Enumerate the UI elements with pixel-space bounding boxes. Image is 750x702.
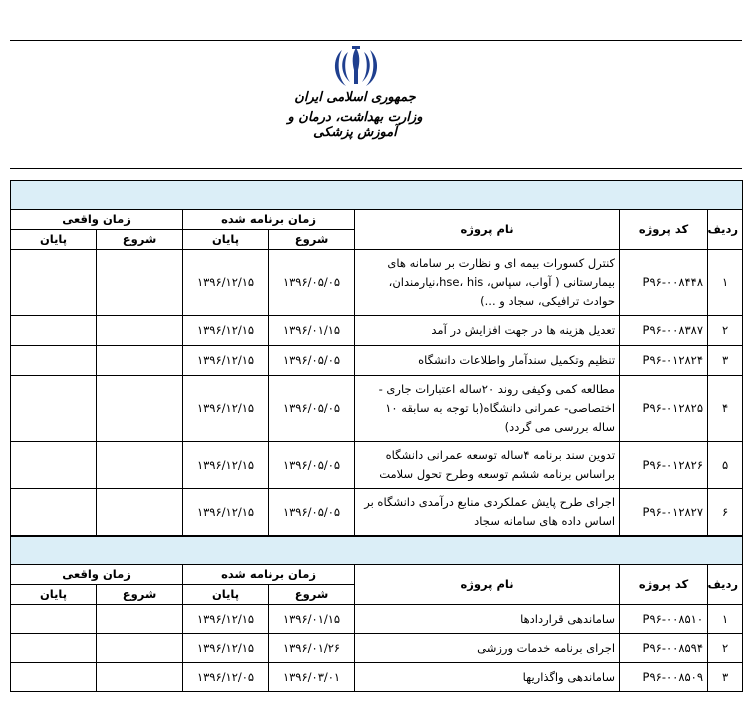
col-name-header: نام پروژه — [355, 565, 620, 605]
actual-end-date — [11, 605, 97, 634]
actual-start-date — [97, 489, 183, 536]
project-name: کنترل کسورات بیمه ای و نظارت بر سامانه های بیمارستانی ( آواب، سپاس، hse، his،نیارمندان، حوادث ترافیکی، سجاد و ...) — [355, 250, 620, 316]
col-code-header: کد پروژه — [620, 210, 708, 250]
actual-start-date — [97, 442, 183, 489]
planned-start-date: ۱۳۹۶/۰۵/۰۵ — [269, 376, 355, 442]
table-row — [11, 663, 743, 692]
planned-end-header: پایان — [183, 585, 269, 605]
table-row — [11, 316, 743, 346]
row-number: ۲ — [708, 316, 743, 346]
project-name: اجرای برنامه خدمات ورزشی — [355, 634, 620, 663]
col-actual-header: زمان واقعی — [11, 210, 183, 230]
planned-start-date: ۱۳۹۶/۰۵/۰۵ — [269, 250, 355, 316]
planned-end-date: ۱۳۹۶/۱۲/۱۵ — [183, 634, 269, 663]
iran-emblem-icon — [330, 44, 382, 92]
actual-start-header: شروع — [97, 585, 183, 605]
project-code: P۹۶-۰۰۸۴۴۸ — [620, 250, 708, 316]
project-code: P۹۶-۰۱۲۸۲۵ — [620, 376, 708, 442]
project-name: تنظیم وتکمیل سندآمار واطلاعات دانشگاه — [355, 346, 620, 376]
col-name-header: نام پروژه — [355, 210, 620, 250]
table-row — [11, 376, 743, 442]
col-row-header: ردیف — [708, 210, 743, 250]
project-name: ساماندهی واگذاریها — [355, 663, 620, 692]
planned-end-date: ۱۳۹۶/۱۲/۱۵ — [183, 250, 269, 316]
project-code: P۹۶-۰۱۲۸۲۶ — [620, 442, 708, 489]
table-1-band — [11, 181, 743, 210]
row-number: ۲ — [708, 634, 743, 663]
actual-end-date — [11, 346, 97, 376]
project-code: P۹۶-۰۱۲۸۲۴ — [620, 346, 708, 376]
actual-start-date — [97, 346, 183, 376]
actual-end-date — [11, 489, 97, 536]
ministry-logo — [270, 44, 440, 144]
table-row — [11, 489, 743, 536]
planned-end-date: ۱۳۹۶/۱۲/۱۵ — [183, 346, 269, 376]
table-row — [11, 250, 743, 316]
actual-end-date — [11, 376, 97, 442]
actual-start-header: شروع — [97, 230, 183, 250]
table-row — [11, 346, 743, 376]
planned-start-date: ۱۳۹۶/۰۵/۰۵ — [269, 346, 355, 376]
row-number: ۱ — [708, 605, 743, 634]
actual-start-date — [97, 634, 183, 663]
row-number: ۴ — [708, 376, 743, 442]
row-number: ۱ — [708, 250, 743, 316]
planned-end-date: ۱۳۹۶/۱۲/۱۵ — [183, 489, 269, 536]
planned-start-header: شروع — [269, 585, 355, 605]
actual-end-date — [11, 316, 97, 346]
planned-start-date: ۱۳۹۶/۰۱/۲۶ — [269, 634, 355, 663]
projects-table-2 — [10, 536, 743, 692]
header-rule — [10, 168, 742, 169]
actual-end-date — [11, 663, 97, 692]
projects-table-1 — [10, 180, 743, 536]
actual-end-date — [11, 442, 97, 489]
planned-end-date: ۱۳۹۶/۱۲/۱۵ — [183, 442, 269, 489]
project-name: تعدیل هزینه ها در جهت افزایش در آمد — [355, 316, 620, 346]
org-name-line1: جمهوری اسلامی ایران — [294, 90, 416, 105]
planned-end-date: ۱۳۹۶/۱۲/۰۵ — [183, 663, 269, 692]
project-code: P۹۶-۰۰۸۳۸۷ — [620, 316, 708, 346]
planned-end-date: ۱۳۹۶/۱۲/۱۵ — [183, 376, 269, 442]
actual-end-header: پایان — [11, 585, 97, 605]
actual-start-date — [97, 663, 183, 692]
col-code-header: کد پروژه — [620, 565, 708, 605]
col-actual-header: زمان واقعی — [11, 565, 183, 585]
table-1-header-row — [11, 210, 743, 230]
project-code: P۹۶-۰۱۲۸۲۷ — [620, 489, 708, 536]
actual-end-date — [11, 250, 97, 316]
project-name: ساماندهی قراردادها — [355, 605, 620, 634]
table-2-band — [11, 537, 743, 565]
project-code: P۹۶-۰۰۸۵۹۴ — [620, 634, 708, 663]
project-name: تدوین سند برنامه ۴ساله توسعه عمرانی دانشگاه براساس برنامه ششم توسعه وطرح تحول سلامت — [355, 442, 620, 489]
row-number: ۶ — [708, 489, 743, 536]
actual-start-date — [97, 250, 183, 316]
planned-start-date: ۱۳۹۶/۰۳/۰۱ — [269, 663, 355, 692]
table-row — [11, 634, 743, 663]
col-row-header: ردیف — [708, 565, 743, 605]
row-number: ۵ — [708, 442, 743, 489]
table-row — [11, 605, 743, 634]
row-number: ۳ — [708, 346, 743, 376]
table-2-header-row — [11, 565, 743, 585]
actual-end-header: پایان — [11, 230, 97, 250]
row-number: ۳ — [708, 663, 743, 692]
planned-start-date: ۱۳۹۶/۰۱/۱۵ — [269, 316, 355, 346]
planned-start-date: ۱۳۹۶/۰۵/۰۵ — [269, 442, 355, 489]
actual-start-date — [97, 376, 183, 442]
project-code: P۹۶-۰۰۸۵۱۰ — [620, 605, 708, 634]
planned-end-header: پایان — [183, 230, 269, 250]
planned-start-date: ۱۳۹۶/۰۱/۱۵ — [269, 605, 355, 634]
planned-end-date: ۱۳۹۶/۱۲/۱۵ — [183, 605, 269, 634]
col-planned-header: زمان برنامه شده — [183, 210, 355, 230]
project-name: اجرای طرح پایش عملکردی منابع درآمدی دانشگاه بر اساس داده های سامانه سجاد — [355, 489, 620, 536]
planned-start-header: شروع — [269, 230, 355, 250]
col-planned-header: زمان برنامه شده — [183, 565, 355, 585]
top-rule — [10, 40, 742, 41]
actual-start-date — [97, 605, 183, 634]
table-row — [11, 442, 743, 489]
actual-end-date — [11, 634, 97, 663]
actual-start-date — [97, 316, 183, 346]
project-name: مطالعه کمی وکیفی روند ۲۰ساله اعتبارات جاری - اختصاصی- عمرانی دانشگاه(با توجه به سابقه ۱۰ ساله بررسی می گردد) — [355, 376, 620, 442]
planned-start-date: ۱۳۹۶/۰۵/۰۵ — [269, 489, 355, 536]
org-name-line2: وزارت بهداشت، درمان و آموزش پزشکی — [287, 110, 423, 140]
project-code: P۹۶-۰۰۸۵۰۹ — [620, 663, 708, 692]
planned-end-date: ۱۳۹۶/۱۲/۱۵ — [183, 316, 269, 346]
